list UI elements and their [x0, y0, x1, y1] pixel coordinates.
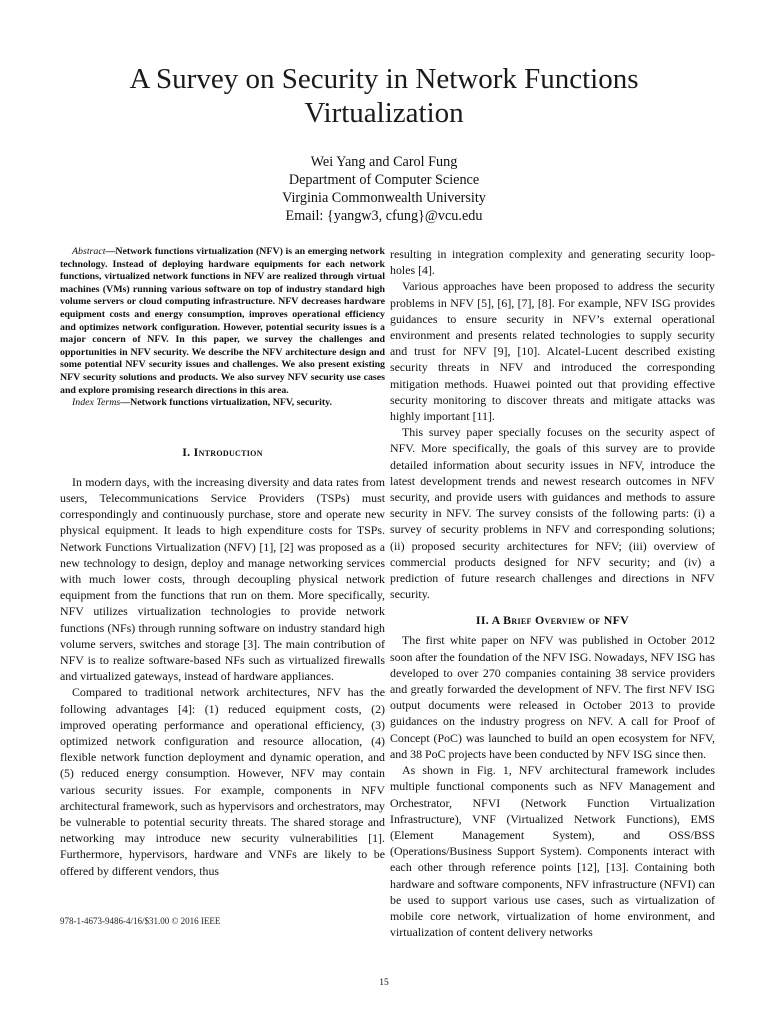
section-heading-overview: II. A Brief Overview of NFV	[475, 613, 630, 628]
abstract-block	[60, 246, 385, 410]
intro-paragraph-3: Various approaches have been proposed to address the security problems in NFV [5], [6], [7], [8]. For example, NFV ISG provides guidances to ensure security in NFV’s external operational environment and presents related technologies to supply security and trust for NFV [9], [10]. Alcatel-Lucent described existing security threats in NFV and introduced the corresponding mitigation methods. Huawei pointed out that providing effective security monitoring to discover threats and mitigate attacks was highly important [11].	[390, 279, 715, 424]
index-terms-label: Index Terms	[72, 397, 121, 409]
author-department: Department of Computer Science	[288, 172, 480, 188]
abstract-paragraph	[60, 246, 385, 397]
index-terms-paragraph	[60, 397, 385, 410]
left-column	[60, 246, 385, 879]
intro-paragraph-1: In modern days, with the increasing diversity and data rates from users, Telecommunications Service Providers (TSPs) must correspondingly and continuously purchase, store and operate new physical equipment. It leads to high expenditure costs for TSPs. Network Functions Virtualization (NFV) [1], [2] was proposed as a new technology to design, deploy and manage networking services with much lower costs, through decoupling physical network equipment from the functions that run on them. More specifically, NFV utilizes virtualization technologies to provide network functions (NFs) through running software on industry standard high volume servers, switches and storage [3]. The main contribution of NFV is to realize software-based NFs such as virtualized firewalls and virtualized gateways, instead of hardware appliances.	[60, 474, 385, 684]
copyright-notice: 978-1-4673-9486-4/16/$31.00 © 2016 IEEE	[60, 916, 221, 926]
author-university: Virginia Commonwealth University	[282, 190, 486, 206]
abstract-text: —Network functions virtualization (NFV) is an emerging network technology. Instead of deploying hardware equipments for each network functions, virtualized network functions in NFV are realized through virtual machines (VMs) running various software on top of industry standard high volume servers or cloud computing infrastructure. NFV decreases hardware equipment costs and energy consumption, improves operational efficiency and optimizes network configuration. However, potential security issues is a major concern of NFV. In this paper, we survey the challenges and opportunities in NFV security. We describe the NFV architecture design and some potential NFV security issues and challenges. We also present existing NFV security solutions and products. We also survey NFV security use cases and explore promising research directions in this area.	[60, 246, 385, 396]
intro-paragraph-2-continued: resulting in integration complexity and generating security loop-holes [4].	[390, 247, 715, 278]
page-number: 15	[379, 978, 389, 988]
overview-paragraph-2: As shown in Fig. 1, NFV architectural framework includes multiple functional components such as NFV Management and Orchestrator, NFVI (Network Function Virtualization Infrastructure), VNF (Virtualized Network Functions), EMS (Element Management System), and OSS/BSS (Operations/Business Support System). Components interact with each other through reference points [12], [13]. Containing both hardware and software components, NFV infrastructure (NFVI) can be used to support various use cases, such as virtualization of mobile core network, virtualization of home environment, and virtualization of content delivery networks	[390, 763, 715, 940]
author-block	[120, 153, 648, 225]
overview-paragraph-1: The first white paper on NFV was published in October 2012 soon after the foundation of the NFV ISG. Nowadays, NFV ISG has developed to over 270 companies containing 38 service providers and greatly forwarded the development of NFV. The first NFV ISG output documents were released in October 2013 to provide guidances on the industry progress on NFV. A call for Proof of Concept (PoC) was launched to build an open ecosystem for NFV, and 38 PoC projects have been conducted by NFV ISG since then.	[390, 633, 715, 761]
author-names: Wei Yang and Carol Fung	[310, 154, 458, 170]
index-terms-text: —Network functions virtualization, NFV, security.	[120, 397, 333, 409]
intro-paragraph-4: This survey paper specially focuses on the security aspect of NFV. More specifically, the goals of this survey are to provide detailed information about security issues in NFV, introduce the latest development trends and newest research outcomes in NFV security, and provide users with guidances and methods to assure security in NFV. The survey consists of the following parts: (i) a survey of security problems in NFV and corresponding solutions; (ii) proposed security architectures for NFV; (iii) overview of commercial products designed for NFV security; and (iv) a prediction of future research challenges and directions in NFV security.	[390, 425, 715, 602]
abstract-label: Abstract	[72, 246, 106, 257]
author-email: Email: {yangw3, cfung}@vcu.edu	[285, 208, 483, 224]
right-column	[390, 246, 715, 940]
paper-title: A Survey on Security in Network Functions Virtualization	[129, 63, 639, 129]
intro-paragraph-2: Compared to traditional network architectures, NFV has the following advantages [4]: (1) reduced equipment costs, (2) improved operating performance and operational efficiency, (3) optimized network configuration and resource allocation, (4) flexible network function deployment and dynamic operation, and (5) reduced energy consumption. However, NFV may contain various security issues. For example, components in NFV architectural framework, such as hypervisors and orchestrators, may be vulnerable to potential security threats. The shared storage and networking may introduce new security vulnerabilities [1]. Furthermore, hypervisors, hardware and VNFs are likely to be offered by different vendors, thus	[60, 685, 385, 878]
section-heading-introduction: I. Introduction	[182, 444, 263, 459]
